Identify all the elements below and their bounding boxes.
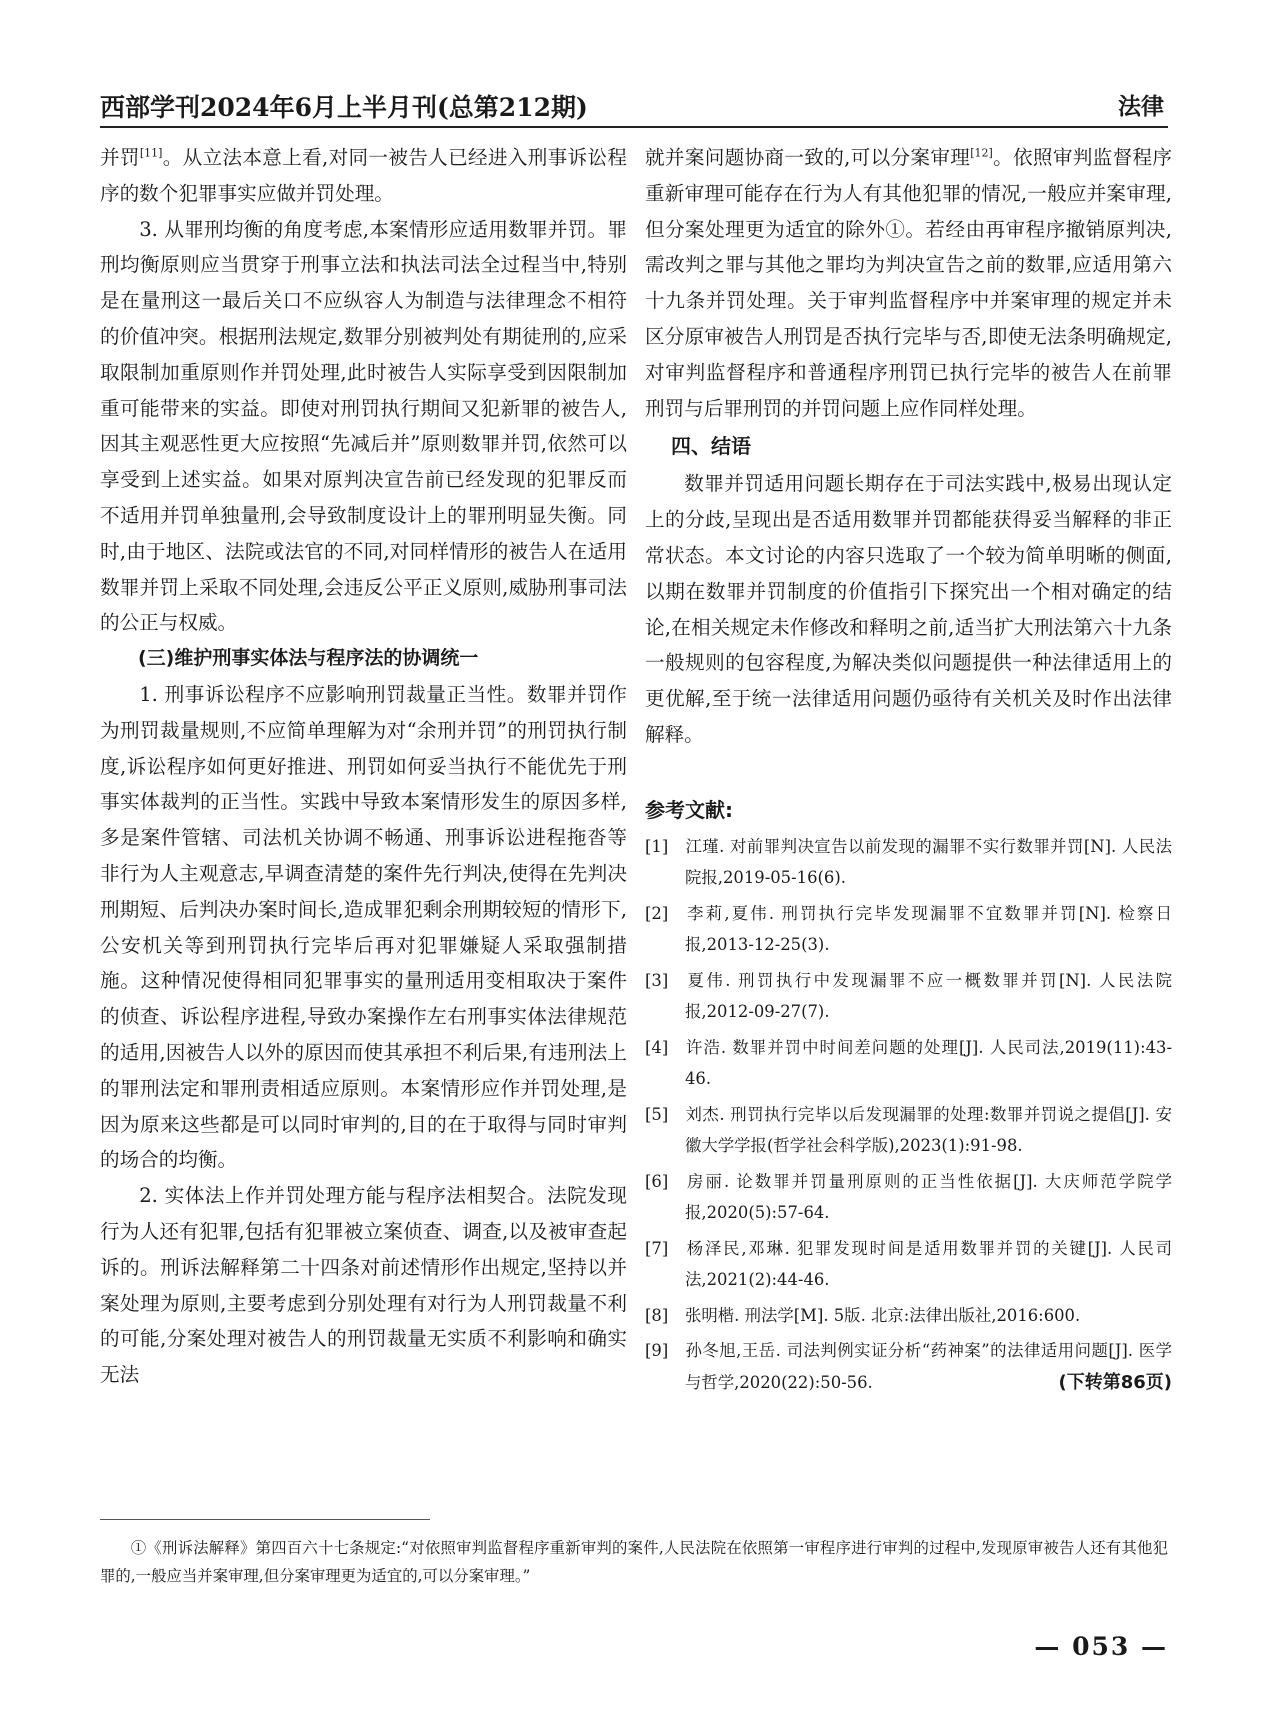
journal-masthead: 西部学刊2024年6月上半月刊(总第212期)	[100, 93, 588, 122]
page-number: — 053 —	[1034, 1632, 1168, 1661]
subsection-heading: (三)维护刑事实体法与程序法的协调统一	[138, 647, 479, 670]
paragraph: 就并案问题协商一致的,可以分案审理[12]。依照审判监督程序重新审理可能存在行为人有其他犯罪的情况,一般应并案审理,但分案处理更为适宜的除外①。若经由再审程序撤销原判决,需改判之罪与其他之罪均为判决宣告之前的数罪,应适用第六十九条并罚处理。关于审判监督程序中并案审理的规定并未区分原审被告人刑罚是否执行完毕与否,即使无法条明确规定,对审判监督程序和普通程序刑罚已执行完毕的被告人在前罪刑罚与后罪刑罚的并罚问题上应作同样处理。	[645, 146, 1173, 420]
paragraph: 2. 实体法上作并罚处理方能与程序法相契合。法院发现行为人还有犯罪,包括有犯罪被立案侦查、调查,以及被审查起诉的。刑诉法解释第二十四条对前述情形作出规定,坚持以并案处理为原则,主要考虑到分别处理有对行为人刑罚裁量不利的可能,分案处理对被告人的刑罚裁量无实质不利影响和确实无法	[100, 1184, 627, 1387]
reference-item: [7] 杨泽民,邓琳. 犯罪发现时间是适用数罪并罚的关键[J]. 人民司法,2021(2):44-46.	[645, 1238, 1172, 1290]
reference-item: [8] 张明楷. 刑法学[M]. 5版. 北京:法律出版社,2016:600.	[645, 1305, 1081, 1325]
reference-item: [1] 江瑾. 对前罪判决宣告以前发现的漏罪不实行数罪并罚[N]. 人民法院报,2019-05-16(6).	[645, 836, 1172, 888]
citation-mark: [11]	[139, 146, 163, 160]
section-label: 法律	[1118, 94, 1164, 120]
footnote: ①《刑诉法解释》第四百六十七条规定:“对依照审判监督程序重新审判的案件,人民法院在依照第一审程序进行审判的过程中,发现原审被告人还有其他犯罪的,一般应当并案审理,但分案审理更为适宜的,可以分案审理。”	[100, 1539, 1168, 1585]
footnote-rule	[100, 1519, 430, 1520]
reference-list	[645, 831, 1172, 1399]
left-column	[100, 140, 627, 1393]
section-heading: 四、结语	[671, 434, 751, 459]
reference-item: [6] 房丽. 论数罪并罚量刑原则的正当性依据[J]. 大庆师范学院学报,2020(5):57-64.	[645, 1171, 1172, 1223]
paragraph: 数罪并罚适用问题长期存在于司法实践中,极易出现认定上的分歧,呈现出是否适用数罪并罚都能获得妥当解释的非正常状态。本文讨论的内容只选取了一个较为简单明晰的侧面,以期在数罪并罚制度的价值指引下探究出一个相对确定的结论,在相关规定未作修改和释明之前,适当扩大刑法第六十九条一般规则的包容程度,为解决类似问题提供一种法律适用上的更优解,至于统一法律适用问题仍亟待有关机关及时作出法律解释。	[645, 472, 1172, 746]
reference-item: [9] 孙冬旭,王岳. 司法判例实证分析“药神案”的法律适用问题[J]. 医学与哲学,2020(22):50-56. (下转第86页)	[645, 1335, 1172, 1398]
references-title: 参考文献:	[645, 797, 733, 822]
reference-item: [3] 夏伟. 刑罚执行中发现漏罪不应一概数罪并罚[N]. 人民法院报,2012-09-27(7).	[645, 970, 1172, 1022]
citation-mark: [12]	[970, 146, 993, 160]
paragraph: 3. 从罪刑均衡的角度考虑,本案情形应适用数罪并罚。罪刑均衡原则应当贯穿于刑事立法和执法司法全过程当中,特别是在量刑这一最后关口不应纵容人为制造与法律理念不相符的价值冲突。根据刑法规定,数罪分别被判处有期徒刑的,应采取限制加重原则作并罚处理,此时被告人实际享受到因限制加重可能带来的实益。即使对刑罚执行期间又犯新罪的被告人,因其主观恶性更大应按照“先减后并”原则数罪并罚,依然可以享受到上述实益。如果对原判决宣告前已经发现的犯罪反而不适用并罚单独量刑,会导致制度设计上的罪刑明显失衡。同时,由于地区、法院或法官的不同,对同样情形的被告人在适用数罪并罚上采取不同处理,会违反公平正义原则,威胁刑事司法的公正与权威。	[100, 217, 627, 635]
page-header	[100, 86, 1168, 128]
paragraph: 并罚[11]。从立法本意上看,对同一被告人已经进入刑事诉讼程序的数个犯罪事实应做并罚处理。	[100, 146, 627, 205]
continued-note: (下转第86页)	[1058, 1371, 1172, 1393]
paragraph: 1. 刑事诉讼程序不应影响刑罚裁量正当性。数罪并罚作为刑罚裁量规则,不应简单理解为对“余刑并罚”的刑罚执行制度,诉讼程序如何更好推进、刑罚如何妥当执行不能优先于刑事实体裁判的正当性。实践中导致本案情形发生的原因多样,多是案件管辖、司法机关协调不畅通、刑事诉讼进程拖沓等非行为人主观意志,早调查清楚的案件先行判决,使得在先判决刑期短、后判决办案时间长,造成罪犯剩余刑期较短的情形下,公安机关等到刑罚执行完毕后再对犯罪嫌疑人采取强制措施。这种情况使得相同犯罪事实的量刑适用变相取决于案件的侦查、诉讼程序进程,导致办案操作左右刑事实体法律规范的适用,因被告人以外的原因而使其承担不利后果,有违刑法上的罪刑法定和罪刑责相适应原则。本案情形应作并罚处理,是因为原来这些都是可以同时审判的,目的在于取得与同时审判的场合的均衡。	[100, 682, 627, 1172]
right-column	[645, 140, 1172, 1402]
reference-item: [5] 刘杰. 刑罚执行完毕以后发现漏罪的处理:数罪并罚说之提倡[J]. 安徽大学学报(哲学社会科学版),2023(1):91-98.	[645, 1104, 1172, 1156]
reference-item: [4] 许浩. 数罪并罚中时间差问题的处理[J]. 人民司法,2019(11):43-46.	[645, 1037, 1172, 1089]
reference-item: [2] 李莉,夏伟. 刑罚执行完毕发现漏罪不宜数罪并罚[N]. 检察日报,2013-12-25(3).	[645, 903, 1172, 955]
